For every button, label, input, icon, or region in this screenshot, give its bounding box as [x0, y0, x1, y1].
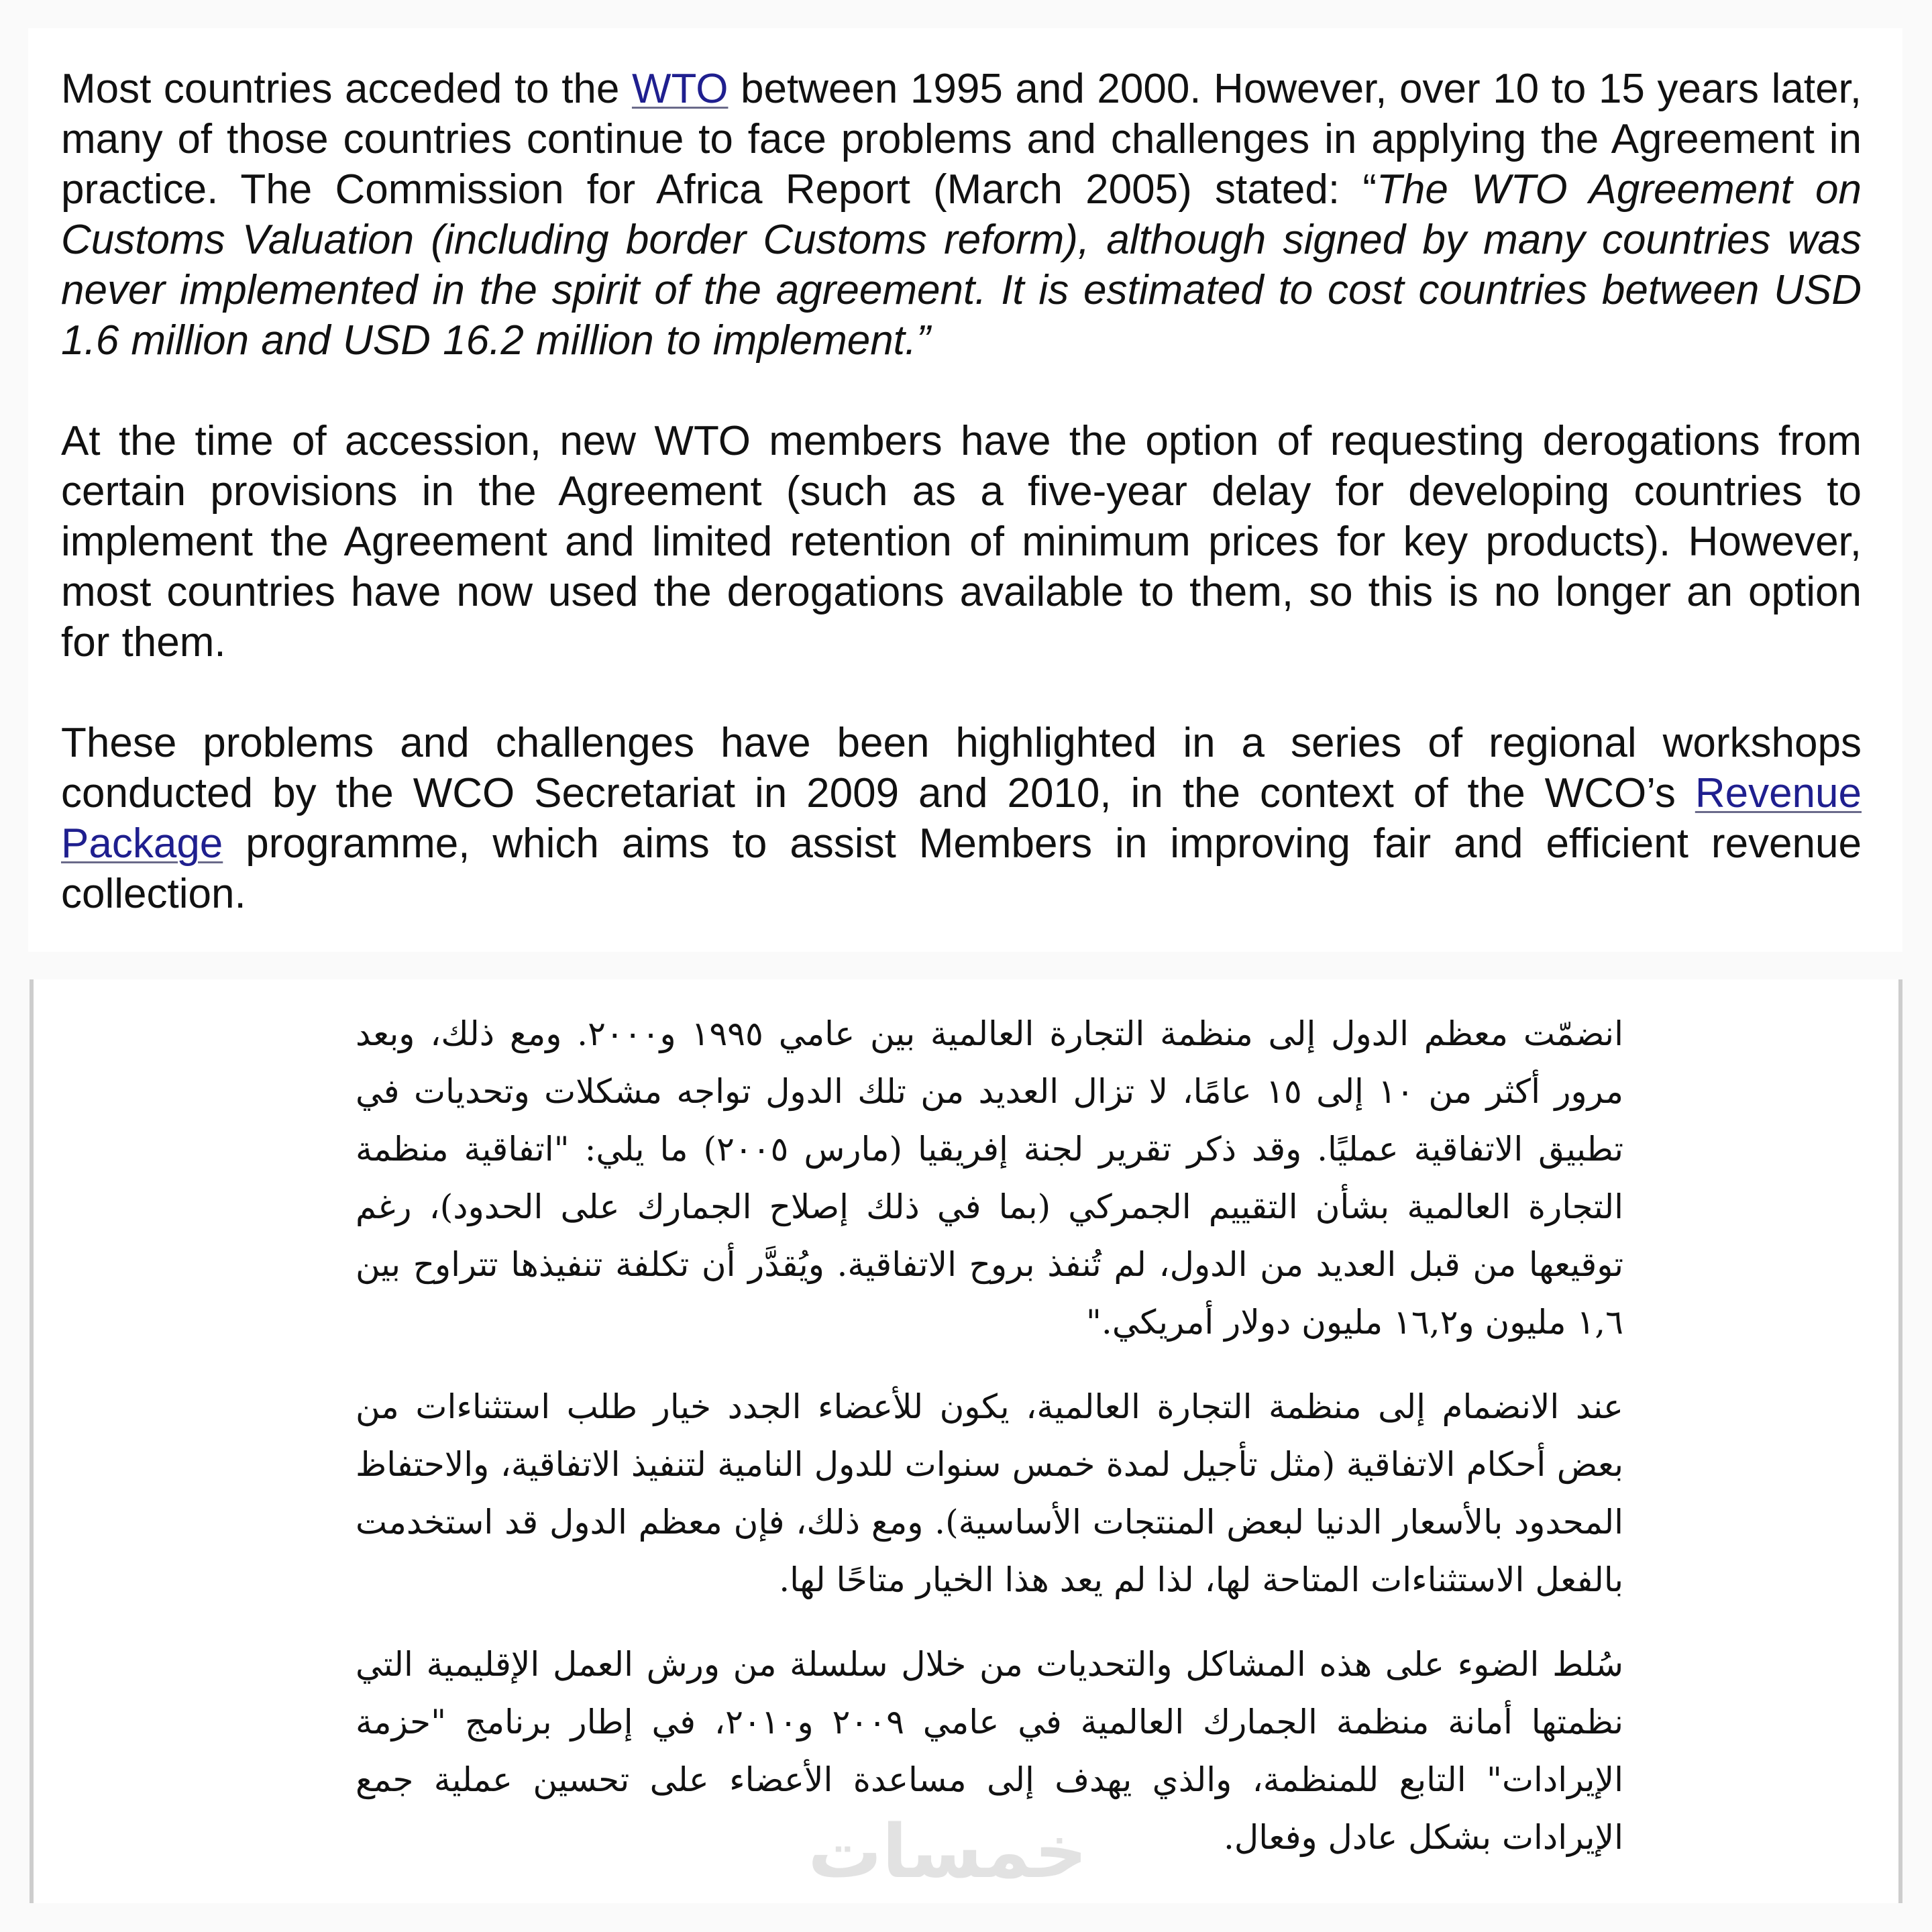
paragraph-text: between 1995 and 2000. However, over 10 to 15 years later, many of those countries continue to face problems and challenges in applying the Agreement in practice. The Commission for Africa Report (March 2005) stated: “ — [61, 66, 1862, 213]
arabic-paragraph-1: انضمّت معظم الدول إلى منظمة التجارة العالمية بين عامي ١٩٩٥ و٢٠٠٠. ومع ذلك، وبعد مرور أكثر من ١٠ إلى ١٥ عامًا، لا تزال العديد من تلك الدول تواجه مشكلات وتحديات في تطبيق الاتفاقية عمليًا. وقد ذكر تقرير لجنة إفريقيا (مارس ٢٠٠٥) ما يلي: "اتفاقية منظمة التجارة العالمية بشأن التقييم الجمركي (بما في ذلك إصلاح الجمارك على الحدود)، رغم توقيعها من قبل العديد من الدول، لم تُنفذ بروح الاتفاقية. ويُقدَّر أن تكلفة تنفيذها تتراوح بين ١,٦ مليون و١٦,٢ مليون دولار أمريكي." — [356, 1014, 1623, 1342]
wto-link[interactable]: WTO — [631, 66, 729, 112]
revenue-package-link[interactable]: Revenue Package — [61, 770, 1862, 867]
arabic-translation-panel — [30, 979, 1902, 1903]
arabic-paragraph-3: سُلط الضوء على هذه المشاكل والتحديات من خلال سلسلة من ورش العمل الإقليمية التي نظمتها أمانة منظمة الجمارك العالمية في عامي ٢٠٠٩ و٢٠١٠، في إطار برنامج "حزمة الإيرادات" التابع للمنظمة، والذي يهدف إلى مساعدة الأعضاء على تحسين عملية جمع الإيرادات بشكل عادل وفعال. — [356, 1645, 1623, 1857]
english-paragraph-1 — [61, 64, 1862, 366]
english-text-body — [61, 64, 1862, 919]
english-paragraph-2: At the time of accession, new WTO members have the option of requesting derogations from certain provisions in the Agreement (such as a five-year delay for developing countries to implement the Agreement and limited retention of minimum prices for key products). However, most countries have now used the derogations available to them, so this is no longer an option for them. — [61, 418, 1862, 665]
khamsat-watermark-logo: خمسات — [808, 1809, 1087, 1894]
paragraph-text: These problems and challenges have been highlighted in a series of regional workshops conducted by the WCO Secretariat in 2009 and 2010, in the context of the WCO’s — [61, 720, 1862, 816]
english-paragraph-3 — [61, 718, 1862, 919]
commission-quote: The WTO Agreement on Customs Valuation (including border Customs reform), although signed by many countries was never implemented in the spirit of the agreement. It is estimated to cost countries between USD 1.6 million and USD 16.2 million to implement.” — [61, 166, 1862, 364]
paragraph-text: programme, which aims to assist Members in improving fair and efficient revenue collection. — [61, 820, 1862, 917]
english-document-panel — [28, 28, 1902, 952]
arabic-paragraph-2: عند الانضمام إلى منظمة التجارة العالمية، يكون للأعضاء الجدد خيار طلب استثناءات من بعض أحكام الاتفاقية (مثل تأجيل لمدة خمس سنوات للدول النامية لتنفيذ الاتفاقية، والاحتفاظ المحدود بالأسعار الدنيا لبعض المنتجات الأساسية). ومع ذلك، فإن معظم الدول قد استخدمت بالفعل الاستثناءات المتاحة لها، لذا لم يعد هذا الخيار متاحًا لها. — [356, 1387, 1623, 1599]
arabic-text-body — [356, 1005, 1623, 1893]
paragraph-text: Most countries acceded to the — [61, 66, 632, 112]
